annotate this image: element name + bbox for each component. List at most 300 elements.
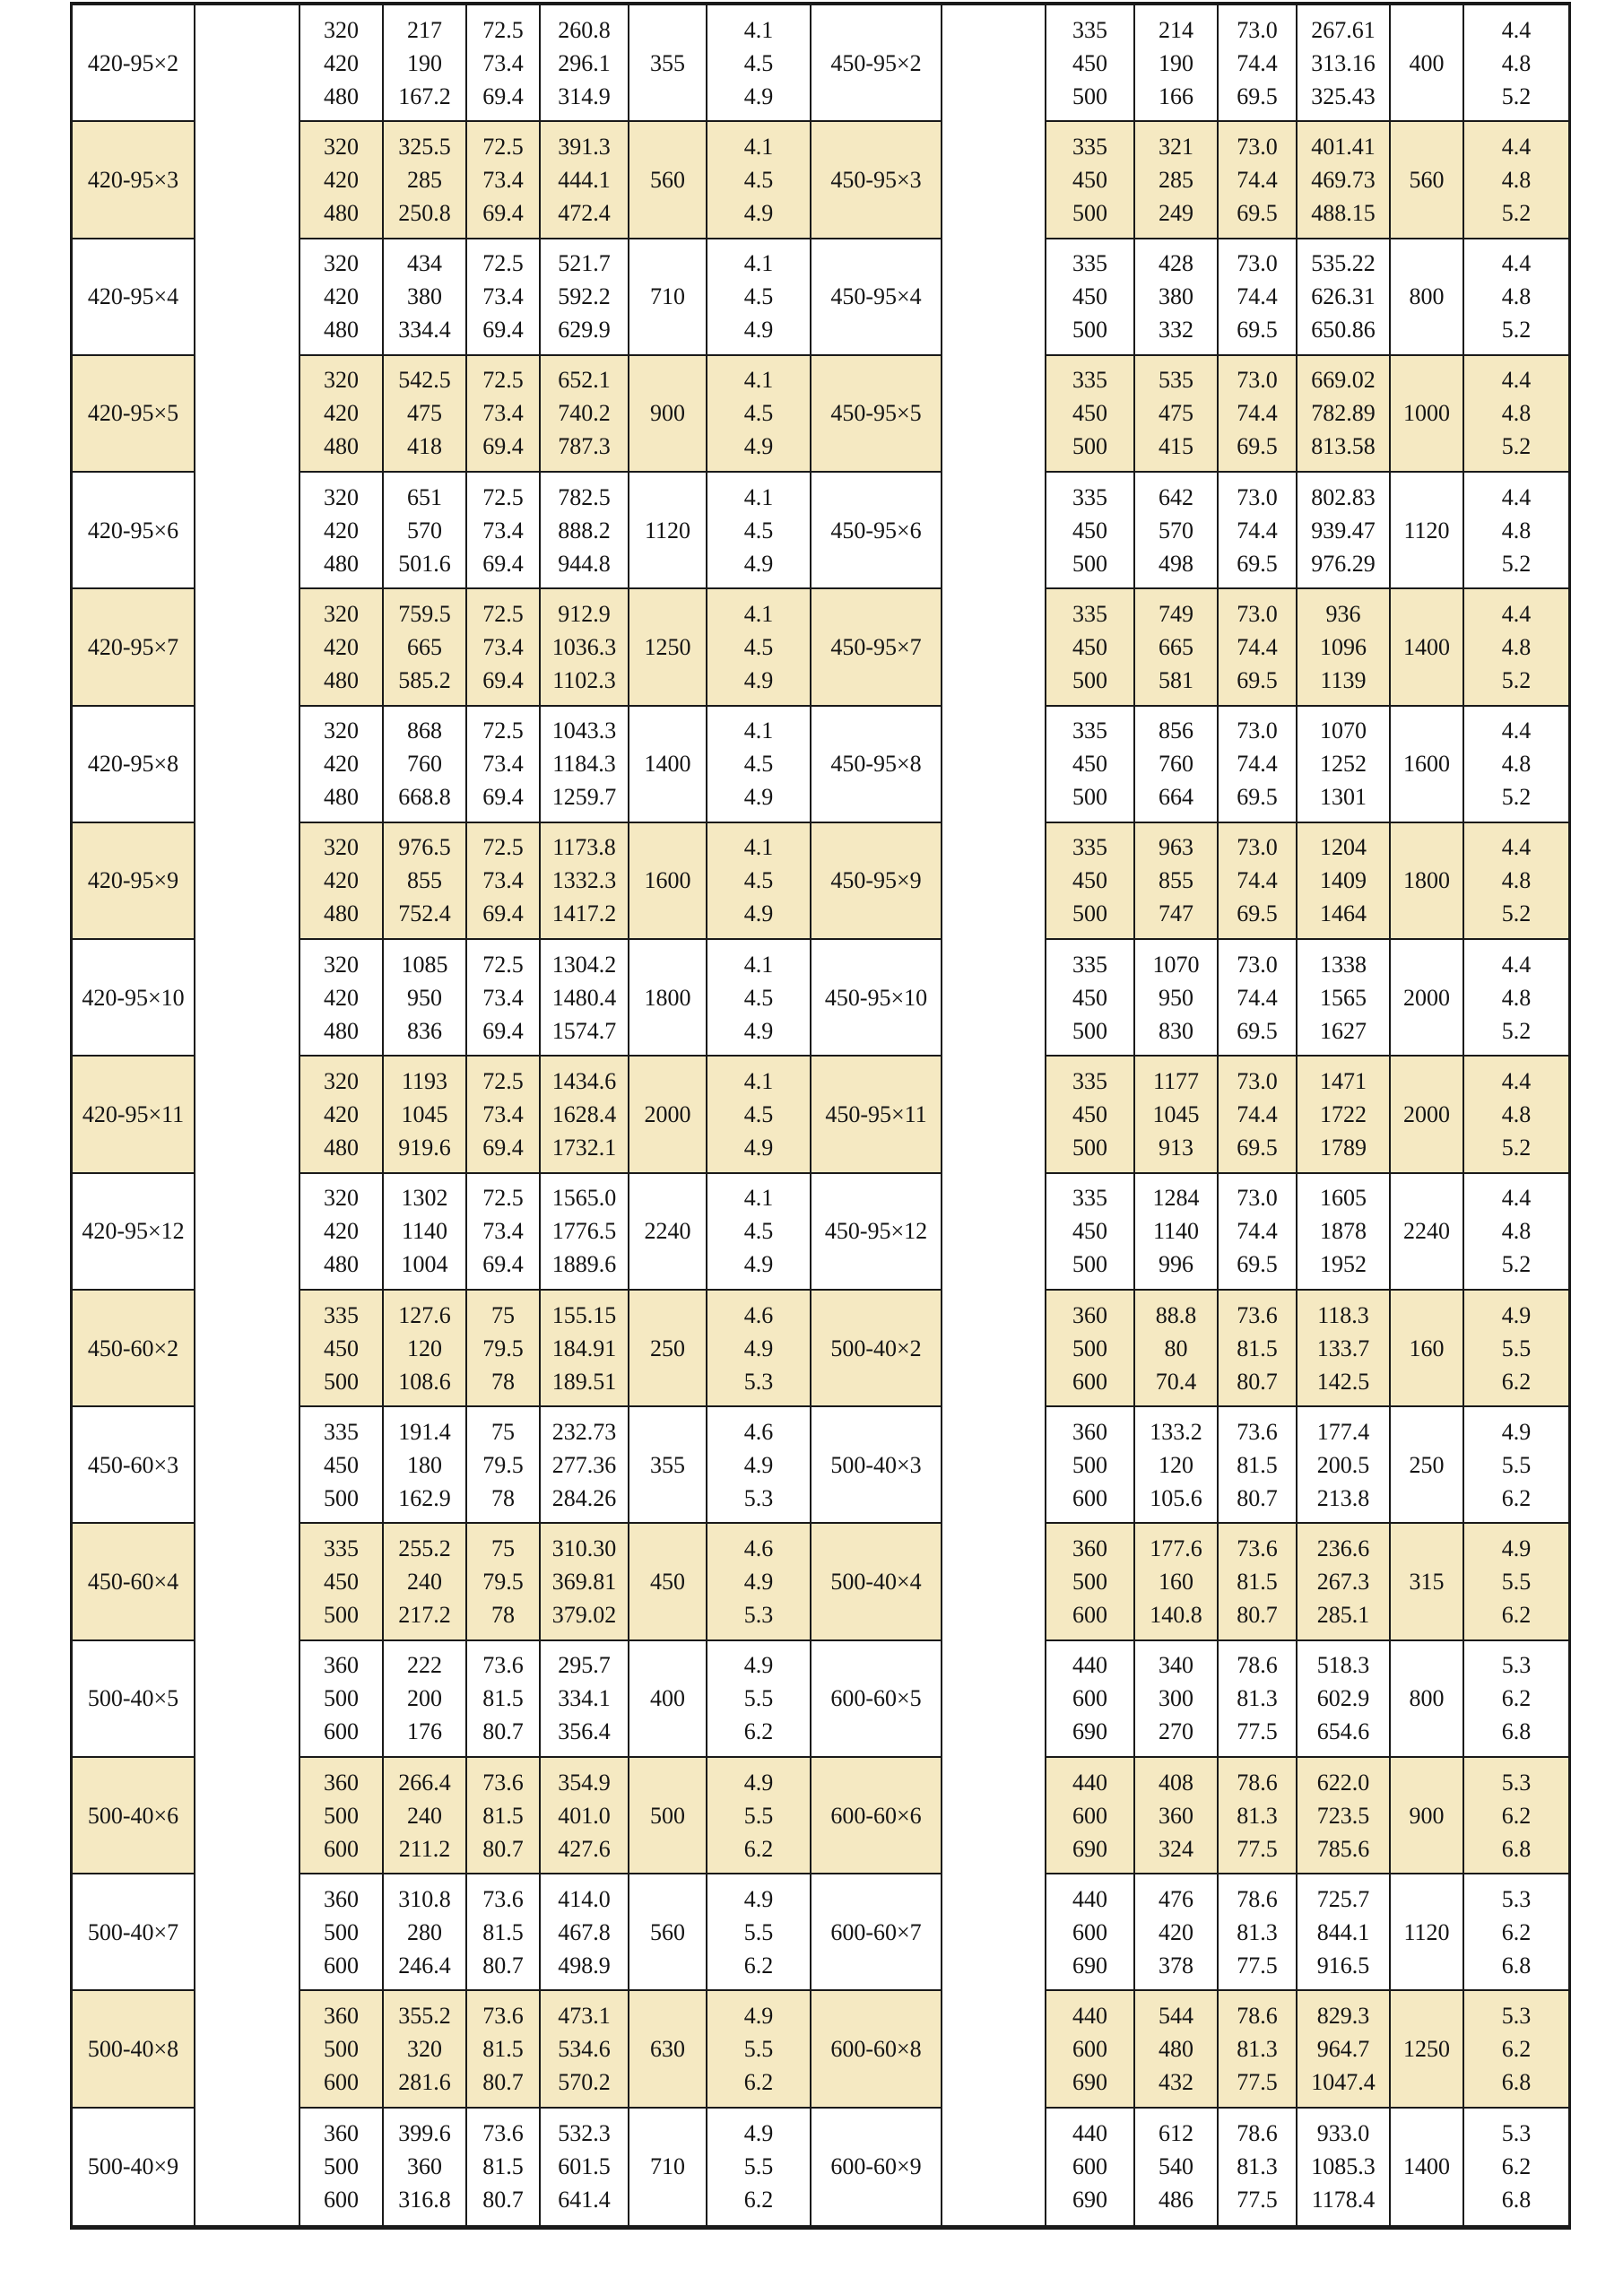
value-line: 73.4: [482, 400, 524, 427]
left-head-values-cell: [384, 473, 467, 589]
value-line: 4.8: [1501, 400, 1532, 427]
value-line: 500: [1072, 666, 1107, 693]
spacer-cell: [942, 1057, 1046, 1173]
value-line: 78.6: [1237, 1885, 1278, 1912]
left-flow-values-cell: [300, 1991, 384, 2108]
value-line: 4.1: [743, 483, 774, 510]
left-model-cell: [73, 1407, 195, 1524]
value-line: 418: [407, 433, 442, 460]
value-line: 544: [1159, 2003, 1193, 2030]
value-line: 78: [491, 1602, 515, 1629]
right-efficiency-values-cell: [1219, 1991, 1298, 2108]
right-motor-power-cell: [1391, 1641, 1464, 1758]
value-line: 74.4: [1237, 1218, 1278, 1245]
value-line: 936: [1325, 600, 1361, 627]
value-line: 335: [324, 1418, 359, 1445]
value-line: 690: [1072, 1835, 1107, 1862]
left-flow-values-cell: [300, 122, 384, 239]
value-line: 5.3: [1501, 1769, 1532, 1796]
value-line: 855: [407, 867, 442, 894]
value-line: 334.1: [558, 1685, 611, 1712]
value-line: 72.5: [482, 1185, 524, 1212]
value-line: 420: [324, 751, 359, 778]
value-line: 4.9: [743, 1885, 774, 1912]
value-line: 4.9: [743, 900, 774, 927]
value-line: 236.6: [1316, 1535, 1370, 1562]
value-line: 4.4: [1501, 483, 1532, 510]
right-head-values-cell: [1135, 2109, 1219, 2225]
left-efficiency-values-cell: [467, 122, 541, 239]
value-line: 450: [1072, 633, 1107, 660]
value-line: 420: [324, 867, 359, 894]
left-efficiency-values-cell: [467, 589, 541, 706]
value-line: 77.5: [1237, 2187, 1278, 2213]
value-line: 74.4: [1237, 751, 1278, 778]
value-line: 600: [324, 1835, 359, 1862]
value-line: 72.5: [482, 367, 524, 394]
value-line: 450: [1072, 751, 1107, 778]
left-flow-values-cell: [300, 1174, 384, 1291]
value-line: 4.9: [743, 1652, 774, 1679]
model-label: 500-40×7: [87, 1918, 179, 1945]
value-line: 450: [1072, 166, 1107, 193]
left-flow-values-cell: [300, 940, 384, 1057]
right-efficiency-values-cell: [1219, 122, 1298, 239]
left-model-cell: [73, 589, 195, 706]
value-line: 69.4: [482, 1251, 524, 1278]
left-model-cell: [73, 1758, 195, 1874]
value-line: 214: [1159, 16, 1193, 43]
value-line: 74.4: [1237, 283, 1278, 310]
spacer-cell: [942, 5, 1046, 122]
value-line: 5.5: [743, 1802, 774, 1829]
value-line: 211.2: [398, 1835, 451, 1862]
value-line: 1252: [1320, 751, 1367, 778]
value-line: 710: [650, 2153, 685, 2180]
value-line: 420: [324, 49, 359, 76]
left-model-cell: [73, 1874, 195, 1991]
left-npsh-values-cell: [707, 356, 812, 473]
model-label: 420-95×9: [87, 867, 179, 894]
value-line: 6.2: [1501, 1368, 1532, 1395]
model-label: 450-60×2: [87, 1335, 179, 1361]
value-line: 81.5: [482, 2153, 524, 2180]
value-line: 281.6: [398, 2069, 451, 2096]
spacer-cell: [942, 823, 1046, 940]
value-line: 81.5: [482, 1918, 524, 1945]
value-line: 320: [324, 834, 359, 861]
value-line: 295.7: [558, 1652, 611, 1679]
value-line: 434: [407, 250, 442, 277]
left-motor-power-cell: [629, 1174, 707, 1291]
value-line: 1338: [1320, 951, 1367, 978]
value-line: 360: [324, 1652, 359, 1679]
right-flow-values-cell: [1046, 122, 1135, 239]
left-efficiency-values-cell: [467, 1524, 541, 1640]
right-model-cell: [812, 1407, 942, 1524]
value-line: 480: [1159, 2036, 1193, 2063]
value-line: 1627: [1320, 1017, 1367, 1044]
right-flow-values-cell: [1046, 1991, 1135, 2108]
right-power-values-cell: [1298, 823, 1391, 940]
value-line: 1600: [644, 867, 691, 894]
value-line: 1789: [1320, 1134, 1367, 1161]
model-label: 600-60×8: [830, 2036, 922, 2063]
value-line: 542.5: [398, 367, 451, 394]
spacer-cell: [942, 1407, 1046, 1524]
value-line: 240: [407, 1802, 442, 1829]
value-line: 440: [1072, 2003, 1107, 2030]
value-line: 73.6: [482, 2003, 524, 2030]
value-line: 72.5: [482, 16, 524, 43]
value-line: 749: [1159, 600, 1193, 627]
spacer-cell: [195, 122, 300, 239]
value-line: 81.5: [482, 1685, 524, 1712]
spacer-cell: [195, 356, 300, 473]
value-line: 80.7: [482, 1718, 524, 1745]
value-line: 760: [407, 751, 442, 778]
value-line: 72.5: [482, 600, 524, 627]
value-line: 1952: [1320, 1251, 1367, 1278]
value-line: 73.6: [482, 1885, 524, 1912]
value-line: 4.4: [1501, 600, 1532, 627]
value-line: 690: [1072, 2069, 1107, 2096]
left-head-values-cell: [384, 1174, 467, 1291]
spacer-cell: [195, 2109, 300, 2225]
value-line: 1332.3: [551, 867, 617, 894]
left-model-cell: [73, 5, 195, 122]
right-npsh-values-cell: [1464, 1641, 1568, 1758]
left-head-values-cell: [384, 2109, 467, 2225]
right-npsh-values-cell: [1464, 823, 1568, 940]
value-line: 73.4: [482, 984, 524, 1011]
right-efficiency-values-cell: [1219, 823, 1298, 940]
value-line: 1140: [401, 1218, 448, 1245]
right-efficiency-values-cell: [1219, 1524, 1298, 1640]
value-line: 69.5: [1237, 666, 1278, 693]
value-line: 6.8: [1501, 1718, 1532, 1745]
left-npsh-values-cell: [707, 1991, 812, 2108]
value-line: 249: [1159, 199, 1193, 226]
value-line: 4.9: [743, 2003, 774, 2030]
value-line: 1204: [1320, 834, 1367, 861]
value-line: 335: [324, 1301, 359, 1328]
value-line: 4.9: [1501, 1535, 1532, 1562]
value-line: 69.5: [1237, 784, 1278, 811]
right-flow-values-cell: [1046, 940, 1135, 1057]
right-model-cell: [812, 473, 942, 589]
left-head-values-cell: [384, 239, 467, 356]
value-line: 355.2: [398, 2003, 451, 2030]
value-line: 600: [1072, 1602, 1107, 1629]
right-efficiency-values-cell: [1219, 5, 1298, 122]
value-line: 4.8: [1501, 517, 1532, 544]
left-head-values-cell: [384, 1291, 467, 1407]
left-flow-values-cell: [300, 239, 384, 356]
left-head-values-cell: [384, 1758, 467, 1874]
value-line: 622.0: [1316, 1769, 1370, 1796]
value-line: 450: [324, 1335, 359, 1361]
value-line: 69.5: [1237, 433, 1278, 460]
spacer-cell: [195, 1174, 300, 1291]
value-line: 600: [324, 1718, 359, 1745]
right-npsh-values-cell: [1464, 122, 1568, 239]
document-sheet: [70, 2, 1571, 2230]
value-line: 1250: [1403, 2036, 1450, 2063]
value-line: 500: [1072, 1569, 1107, 1596]
right-power-values-cell: [1298, 1057, 1391, 1173]
right-power-values-cell: [1298, 2109, 1391, 2225]
value-line: 321: [1159, 133, 1193, 160]
left-motor-power-cell: [629, 589, 707, 706]
value-line: 69.4: [482, 1017, 524, 1044]
left-flow-values-cell: [300, 356, 384, 473]
value-line: 369.81: [551, 1569, 617, 1596]
model-label: 420-95×4: [87, 283, 179, 310]
value-line: 950: [1159, 984, 1193, 1011]
left-efficiency-values-cell: [467, 1991, 541, 2108]
value-line: 592.2: [558, 283, 611, 310]
right-motor-power-cell: [1391, 1407, 1464, 1524]
value-line: 1120: [1403, 517, 1450, 544]
spacer-cell: [195, 823, 300, 940]
right-npsh-values-cell: [1464, 1874, 1568, 1991]
right-head-values-cell: [1135, 239, 1219, 356]
model-label: 420-95×2: [87, 49, 179, 76]
value-line: 690: [1072, 2187, 1107, 2213]
value-line: 80.7: [482, 2069, 524, 2096]
value-line: 420: [324, 166, 359, 193]
value-line: 320: [324, 951, 359, 978]
left-power-values-cell: [541, 2109, 629, 2225]
value-line: 913: [1159, 1134, 1193, 1161]
value-line: 360: [324, 2003, 359, 2030]
right-npsh-values-cell: [1464, 1174, 1568, 1291]
right-efficiency-values-cell: [1219, 239, 1298, 356]
value-line: 335: [1072, 600, 1107, 627]
value-line: 335: [1072, 250, 1107, 277]
right-flow-values-cell: [1046, 1641, 1135, 1758]
value-line: 73.4: [482, 751, 524, 778]
value-line: 277.36: [551, 1451, 617, 1478]
value-line: 4.5: [743, 166, 774, 193]
right-npsh-values-cell: [1464, 940, 1568, 1057]
left-npsh-values-cell: [707, 122, 812, 239]
value-line: 1400: [1403, 2153, 1450, 2180]
value-line: 190: [1159, 49, 1193, 76]
value-line: 964.7: [1316, 2036, 1370, 2063]
right-head-values-cell: [1135, 122, 1219, 239]
value-line: 267.61: [1311, 16, 1376, 43]
right-motor-power-cell: [1391, 707, 1464, 823]
right-efficiency-values-cell: [1219, 940, 1298, 1057]
value-line: 4.9: [743, 1335, 774, 1361]
right-power-values-cell: [1298, 1758, 1391, 1874]
value-line: 440: [1072, 1652, 1107, 1679]
value-line: 420: [324, 984, 359, 1011]
right-head-values-cell: [1135, 1291, 1219, 1407]
right-power-values-cell: [1298, 122, 1391, 239]
left-model-cell: [73, 1641, 195, 1758]
left-npsh-values-cell: [707, 2109, 812, 2225]
left-npsh-values-cell: [707, 1407, 812, 1524]
value-line: 73.0: [1237, 951, 1278, 978]
value-line: 5.3: [1501, 2003, 1532, 2030]
value-line: 440: [1072, 2120, 1107, 2147]
left-flow-values-cell: [300, 1524, 384, 1640]
spacer-cell: [942, 1641, 1046, 1758]
value-line: 4.6: [743, 1301, 774, 1328]
spacer-cell: [195, 1407, 300, 1524]
value-line: 360: [1072, 1418, 1107, 1445]
value-line: 5.2: [1501, 550, 1532, 577]
value-line: 160: [1159, 1569, 1193, 1596]
value-line: 81.3: [1237, 1685, 1278, 1712]
value-line: 600: [1072, 1368, 1107, 1395]
value-line: 4.4: [1501, 250, 1532, 277]
left-npsh-values-cell: [707, 1524, 812, 1640]
value-line: 285: [407, 166, 442, 193]
value-line: 74.4: [1237, 517, 1278, 544]
left-npsh-values-cell: [707, 239, 812, 356]
value-line: 500: [1072, 199, 1107, 226]
value-line: 72.5: [482, 834, 524, 861]
right-motor-power-cell: [1391, 1291, 1464, 1407]
model-label: 500-40×9: [87, 2153, 179, 2180]
right-model-cell: [812, 122, 942, 239]
model-label: 500-40×2: [830, 1335, 922, 1361]
spacer-cell: [195, 239, 300, 356]
spacer-cell: [195, 1758, 300, 1874]
value-line: 77.5: [1237, 1952, 1278, 1979]
left-power-values-cell: [541, 1641, 629, 1758]
value-line: 5.3: [743, 1368, 774, 1395]
value-line: 320: [324, 483, 359, 510]
value-line: 4.9: [1501, 1418, 1532, 1445]
value-line: 74.4: [1237, 49, 1278, 76]
value-line: 69.4: [482, 199, 524, 226]
spacer-cell: [195, 1057, 300, 1173]
value-line: 4.4: [1501, 16, 1532, 43]
right-head-values-cell: [1135, 1057, 1219, 1173]
value-line: 600: [324, 2069, 359, 2096]
right-flow-values-cell: [1046, 239, 1135, 356]
value-line: 320: [324, 133, 359, 160]
value-line: 4.4: [1501, 718, 1532, 744]
left-efficiency-values-cell: [467, 1407, 541, 1524]
right-power-values-cell: [1298, 239, 1391, 356]
left-motor-power-cell: [629, 5, 707, 122]
value-line: 266.4: [398, 1769, 451, 1796]
right-model-cell: [812, 1641, 942, 1758]
value-line: 420: [324, 1218, 359, 1245]
value-line: 602.9: [1316, 1685, 1370, 1712]
value-line: 320: [324, 600, 359, 627]
value-line: 600: [1072, 2036, 1107, 2063]
value-line: 1139: [1320, 666, 1367, 693]
model-label: 420-95×12: [82, 1218, 185, 1245]
value-line: 360: [324, 1885, 359, 1912]
value-line: 760: [1159, 751, 1193, 778]
value-line: 4.4: [1501, 951, 1532, 978]
spacer-cell: [195, 1991, 300, 2108]
value-line: 1409: [1320, 867, 1367, 894]
left-power-values-cell: [541, 1291, 629, 1407]
right-motor-power-cell: [1391, 1758, 1464, 1874]
value-line: 70.4: [1155, 1368, 1197, 1395]
model-label: 450-95×9: [830, 867, 922, 894]
left-efficiency-values-cell: [467, 239, 541, 356]
value-line: 450: [1072, 984, 1107, 1011]
value-line: 177.6: [1150, 1535, 1202, 1562]
value-line: 4.8: [1501, 1100, 1532, 1127]
value-line: 320: [324, 1185, 359, 1212]
value-line: 77.5: [1237, 1835, 1278, 1862]
right-flow-values-cell: [1046, 1758, 1135, 1874]
value-line: 4.4: [1501, 1185, 1532, 1212]
model-label: 500-40×4: [830, 1569, 922, 1596]
right-efficiency-values-cell: [1219, 707, 1298, 823]
value-line: 391.3: [558, 133, 611, 160]
value-line: 498.9: [558, 1952, 611, 1979]
value-line: 300: [1159, 1685, 1193, 1712]
value-line: 4.5: [743, 283, 774, 310]
value-line: 69.4: [482, 900, 524, 927]
value-line: 73.0: [1237, 483, 1278, 510]
value-line: 310.30: [551, 1535, 617, 1562]
right-flow-values-cell: [1046, 2109, 1135, 2225]
left-head-values-cell: [384, 1407, 467, 1524]
value-line: 4.5: [743, 517, 774, 544]
value-line: 540: [1159, 2153, 1193, 2180]
value-line: 4.9: [743, 433, 774, 460]
value-line: 127.6: [398, 1301, 451, 1328]
value-line: 480: [324, 199, 359, 226]
value-line: 4.6: [743, 1535, 774, 1562]
value-line: 802.83: [1311, 483, 1376, 510]
value-line: 335: [1072, 951, 1107, 978]
value-line: 560: [1409, 166, 1445, 193]
value-line: 480: [324, 433, 359, 460]
value-line: 500: [650, 1802, 685, 1829]
left-power-values-cell: [541, 5, 629, 122]
value-line: 450: [1072, 49, 1107, 76]
spacer-cell: [942, 2109, 1046, 2225]
value-line: 944.8: [558, 550, 611, 577]
left-flow-values-cell: [300, 589, 384, 706]
value-line: 500: [1072, 1134, 1107, 1161]
value-line: 500: [1072, 550, 1107, 577]
value-line: 500: [1072, 784, 1107, 811]
right-model-cell: [812, 1057, 942, 1173]
value-line: 600: [324, 2187, 359, 2213]
value-line: 320: [324, 16, 359, 43]
value-line: 335: [1072, 133, 1107, 160]
value-line: 360: [324, 2120, 359, 2147]
value-line: 69.5: [1237, 1017, 1278, 1044]
value-line: 73.0: [1237, 834, 1278, 861]
left-flow-values-cell: [300, 473, 384, 589]
value-line: 140.8: [1150, 1602, 1202, 1629]
pump-specification-table: [70, 2, 1571, 2230]
left-power-values-cell: [541, 1524, 629, 1640]
left-flow-values-cell: [300, 707, 384, 823]
value-line: 69.4: [482, 433, 524, 460]
model-label: 500-40×5: [87, 1685, 179, 1712]
right-motor-power-cell: [1391, 473, 1464, 589]
value-line: 69.5: [1237, 1134, 1278, 1161]
value-line: 167.2: [398, 83, 451, 109]
